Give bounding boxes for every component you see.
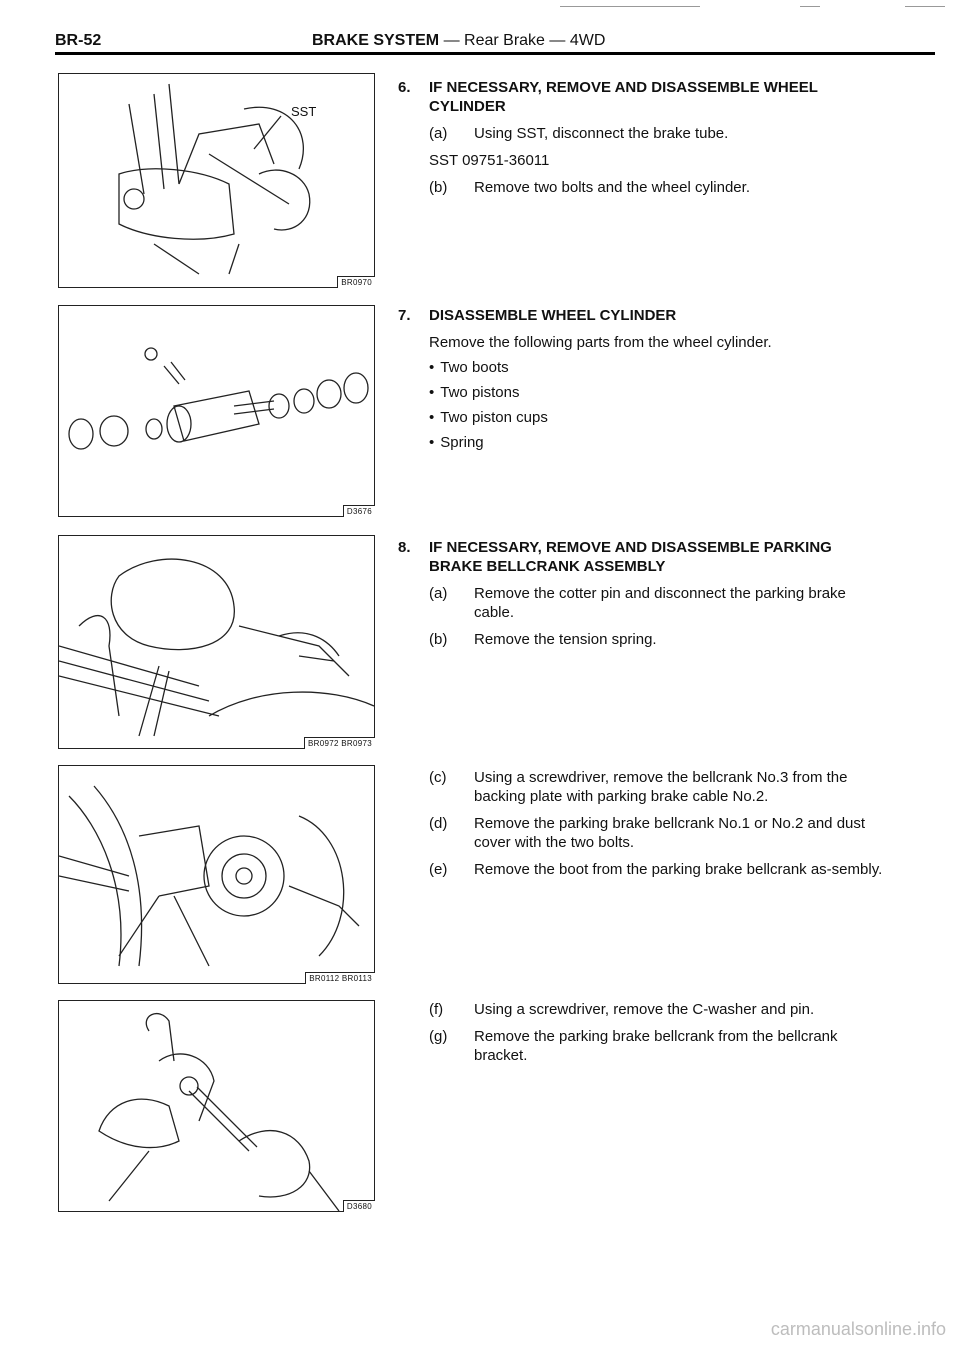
step-heading xyxy=(398,78,888,116)
step-6 xyxy=(398,78,888,197)
figure-label-sst: SST xyxy=(291,104,317,119)
step-7 xyxy=(398,306,888,452)
step-text: Remove the following parts from the wheel cylinder. xyxy=(429,334,772,351)
substep-text: Remove the cotter pin and disconnect the parking brake cable. xyxy=(474,585,846,621)
page-title-main: BRAKE SYSTEM xyxy=(312,32,440,49)
figure-c-washer-removal xyxy=(58,1000,375,1212)
substeps-c-e xyxy=(398,760,888,879)
figure-illustration xyxy=(59,1001,374,1211)
step-number: 7. xyxy=(398,307,411,324)
substep-text: Remove the tension spring. xyxy=(474,631,657,648)
substep-text: Remove the parking brake bellcrank No.1 or No.2 and dust cover with the two bolts. xyxy=(474,815,866,851)
step-heading-text: IF NECESSARY, REMOVE AND DISASSEMBLE WHEEL CYLINDER xyxy=(429,79,818,115)
page-title-sub: — Rear Brake — 4WD xyxy=(439,32,606,49)
figure-code: BR0112 BR0113 xyxy=(305,972,375,984)
figure-code: D3680 xyxy=(343,1200,375,1212)
step-8 xyxy=(398,538,888,649)
substep-letter: (a) xyxy=(429,585,448,602)
substep-text: Remove two bolts and the wheel cylinder. xyxy=(474,179,750,196)
substep-text: Using a screwdriver, remove the bellcrank No.3 from the backing plate with parking brake cable No.2. xyxy=(474,769,848,805)
page-code: BR-52 xyxy=(55,32,102,49)
step-heading-text: DISASSEMBLE WHEEL CYLINDER xyxy=(429,307,677,324)
figure-parking-brake-cable xyxy=(58,535,375,749)
substep-text: Using a screwdriver, remove the C-washer and pin. xyxy=(474,1001,815,1018)
figure-code: BR0972 BR0973 xyxy=(304,737,375,749)
substep-letter: (b) xyxy=(429,179,448,196)
figure-sst-brake-tube xyxy=(58,73,375,288)
figure-code: BR0970 xyxy=(337,276,375,288)
substep xyxy=(429,124,888,143)
step-number: 8. xyxy=(398,539,411,556)
substep xyxy=(429,768,888,806)
figure-illustration xyxy=(59,536,374,748)
scan-artifact xyxy=(800,6,820,7)
list-item: • Spring xyxy=(429,433,888,452)
substep-text: Remove the parking brake bellcrank from the bellcrank bracket. xyxy=(474,1028,838,1064)
figure-wheel-cylinder-exploded xyxy=(58,305,375,517)
substep xyxy=(429,1027,888,1065)
step-heading xyxy=(398,538,888,576)
substep xyxy=(429,814,888,852)
substep-letter: (f) xyxy=(429,1001,444,1018)
step-heading-text: IF NECESSARY, REMOVE AND DISASSEMBLE PARKING BRAKE BELLCRANK ASSEMBLY xyxy=(429,539,832,575)
substep-letter: (a) xyxy=(429,125,448,142)
header-rule xyxy=(55,52,935,55)
step-number: 6. xyxy=(398,79,411,96)
substep xyxy=(429,630,888,649)
step-heading xyxy=(398,306,888,325)
substep-letter: (g) xyxy=(429,1028,448,1045)
list-item: • Two piston cups xyxy=(429,408,888,427)
list-item: • Two boots xyxy=(429,358,888,377)
substep xyxy=(429,178,888,197)
sst-number: SST 09751-36011 xyxy=(429,152,550,169)
figure-illustration xyxy=(59,74,374,287)
watermark: carmanualsonline.info xyxy=(770,1319,946,1339)
figure-code: D3676 xyxy=(343,505,375,517)
figure-illustration xyxy=(59,766,374,983)
substep xyxy=(429,1000,888,1019)
substep-text: Using SST, disconnect the brake tube. xyxy=(474,125,729,142)
substep-letter: (d) xyxy=(429,815,448,832)
substep xyxy=(429,860,888,879)
substeps-f-g xyxy=(398,992,888,1065)
substep-letter: (c) xyxy=(429,769,447,786)
scan-artifact xyxy=(560,6,700,7)
scan-artifact xyxy=(905,6,945,7)
page-title xyxy=(312,32,605,50)
figure-illustration xyxy=(59,306,374,516)
substep-letter: (b) xyxy=(429,631,448,648)
list-item: • Two pistons xyxy=(429,383,888,402)
substep-text: Remove the boot from the parking brake bellcrank as-sembly. xyxy=(474,861,883,878)
substep-letter: (e) xyxy=(429,861,448,878)
figure-bellcrank-backing-plate xyxy=(58,765,375,984)
substep xyxy=(429,584,888,622)
